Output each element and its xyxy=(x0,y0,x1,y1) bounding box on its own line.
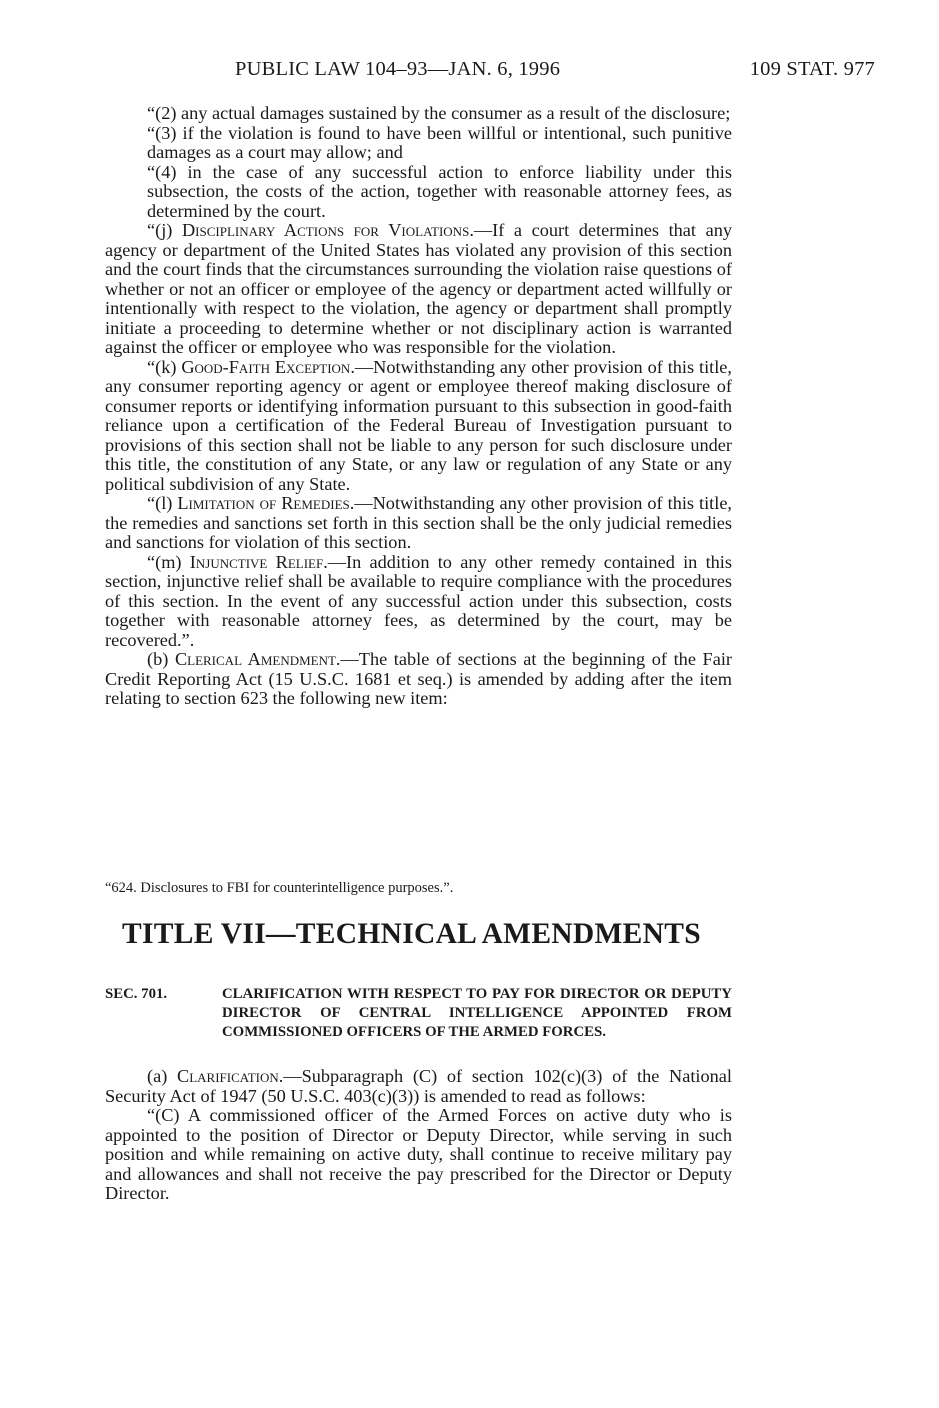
body-text-lower xyxy=(105,1067,732,1204)
subsection-m: “(m) Injunctive Relief.—In addition to any other remedy contained in this section, injunctive relief shall be available to require compliance with the procedures of this section. In the event of any successful action under this subsection, costs together with reasonable attorney fees, as determined by the court, may be recovered.”. xyxy=(105,551,732,650)
subsection-k-heading: Good-Faith Exception xyxy=(181,356,351,377)
header-title: PUBLIC LAW 104–93—JAN. 6, 1996 xyxy=(235,58,561,80)
section-701-heading xyxy=(105,985,732,1042)
subsection-k: “(k) Good-Faith Exception.—Notwithstanding any other provision of this title, any consumer reporting agency or agent or employee thereof making disclosure of consumer reports or identifying information pursuant to this subsection in good-faith reliance upon a certification of the Federal Bureau of Investigation pursuant to provisions of this section shall not be liable to any person for such disclosure under this title, the constitution of any State, or any law or regulation of any State or any political subdivision of any State. xyxy=(105,356,732,494)
paragraph-4: “(4) in the case of any successful action to enforce liability under this subsection, the costs of the action, together with reasonable attorney fees, as determined by the court. xyxy=(147,161,732,221)
subsection-b-heading: Clerical Amendment xyxy=(174,649,336,669)
subsection-j-heading: Disciplinary Actions for Violations xyxy=(181,220,470,240)
subsection-j: “(j) Disciplinary Actions for Violations.—If a court determines that any agency or department of the United States has violated any provision of this section and the court finds that the circumstances surrounding the violation raise questions of whether or not an officer or employee of the agency or department acted willfully or intentionally with respect to the violation, the agency or department shall promptly initiate a proceeding to determine whether or not disciplinary action is warranted against the officer or employee who was responsible for the violation. xyxy=(105,220,732,357)
paragraph-2: “(2) any actual damages sustained by the consumer as a result of the disclosure; xyxy=(147,103,731,123)
subsection-m-heading: Injunctive Relief xyxy=(189,551,324,572)
subsection-a-heading: Clarification xyxy=(177,1066,279,1086)
subsection-b: (b) Clerical Amendment.—The table of sections at the beginning of the Fair Credit Reporting Act (15 U.S.C. 1681 et seq.) is amended by adding after the item relating to section 623 the following new item: xyxy=(105,649,732,708)
body-text-upper xyxy=(105,104,732,709)
subsection-l-heading: Limitation of Remedies xyxy=(177,493,350,513)
section-number: SEC. 701. xyxy=(105,986,168,1002)
paragraph-3: “(3) if the violation is found to have been willful or intentional, such punitive damages as a court may allow; and xyxy=(147,122,732,162)
header-page-ref: 109 STAT. 977 xyxy=(749,58,875,80)
page-header xyxy=(105,58,875,84)
subparagraph-c: “(C) A commissioned officer of the Armed Forces on active duty who is appointed to the position of Director or Deputy Director, while serving in such position and while remaining on active duty, shall continue to receive military pay and allowances and shall not receive the pay prescribed for the Director or Deputy Director. xyxy=(105,1105,732,1203)
subsection-l: “(l) Limitation of Remedies.—Notwithstanding any other provision of this title, the remedies and sanctions set forth in this section shall be the only judicial remedies and sanctions for violation of this section. xyxy=(105,493,733,552)
subsection-a: (a) Clarification.—Subparagraph (C) of section 102(c)(3) of the National Security Act of 1947 (50 U.S.C. 403(c)(3)) is amended to read as follows: xyxy=(105,1066,732,1106)
section-heading-text: CLARIFICATION WITH RESPECT TO PAY FOR DIRECTOR OR DEPUTY DIRECTOR OF CENTRAL INTELLIGENCE APPOINTED FROM COMMISSIONED OFFICERS OF THE ARMED FORCES. xyxy=(222,986,732,1040)
title-heading: TITLE VII—TECHNICAL AMENDMENTS xyxy=(122,918,701,950)
table-of-sections-item: “624. Disclosures to FBI for counterintelligence purposes.”. xyxy=(105,880,454,896)
